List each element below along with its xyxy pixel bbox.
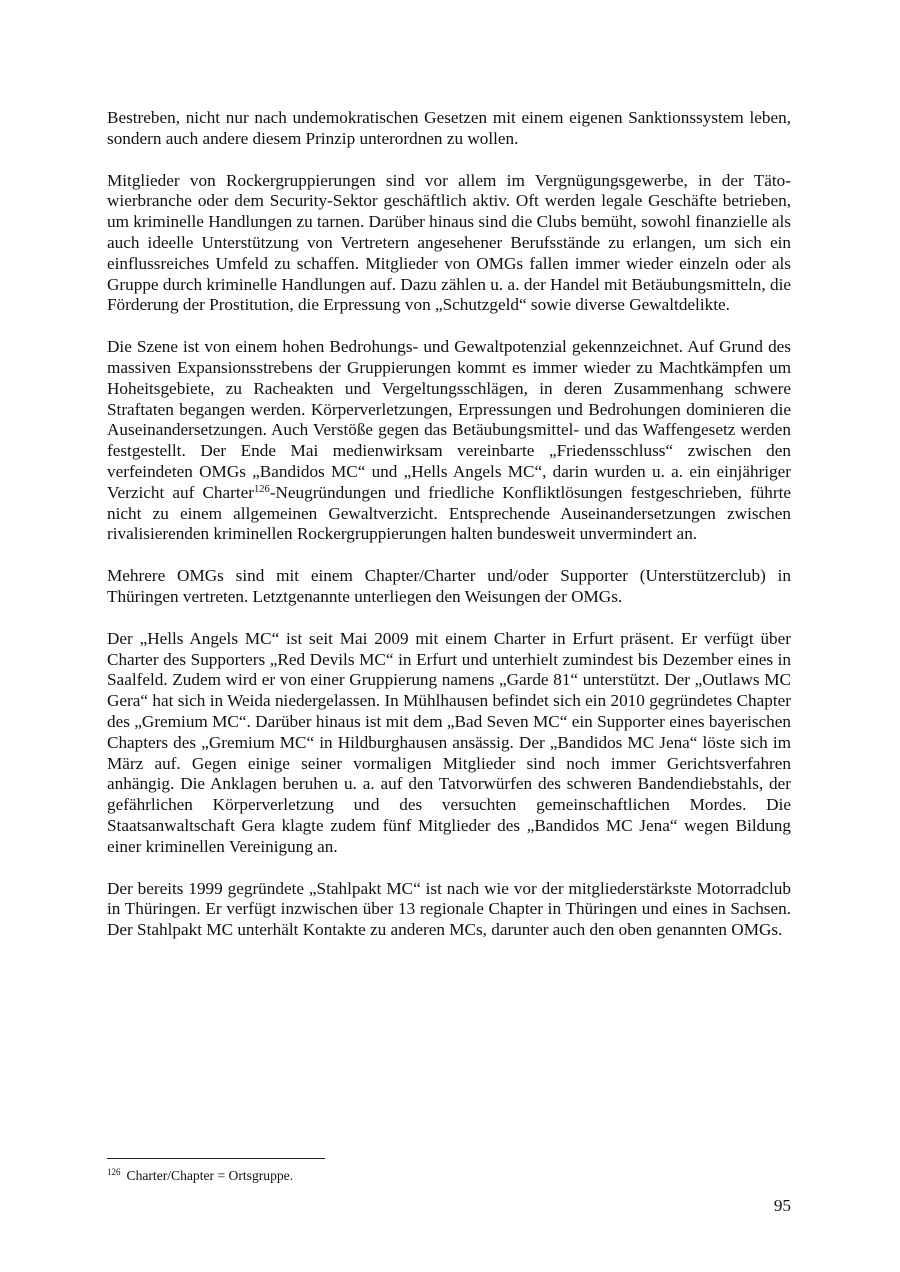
paragraph-3-text-end: -Neugründungen und friedliche Konfliktlösungen festgeschrieben, führte nicht zu einem allgemeinen Gewaltverzicht. Entsprechende Auseinandersetzungen zwischen rivalisierenden kriminellen Rockergruppierungen halten bundesweit unvermindert an. (107, 482, 791, 544)
paragraph-5: Der „Hells Angels MC“ ist seit Mai 2009 mit einem Charter in Erfurt präsent. Er verfügt über Charter des Supporters „Red Devils MC“ in Erfurt und unterhielt zumindest bis Dezember eines in Saalfeld. Zudem wird er von einer Gruppierung namens „Garde 81“ unterstützt. Der „Outlaws MC Gera“ hat sich in Weida niedergelassen. In Mühlhausen befindet sich ein 2010 gegründetes Chapter des „Gremium MC“. Darüber hinaus ist mit dem „Bad Seven MC“ ein Supporter eines bayerischen Chapters des „Gremium MC“ in Hildburghausen ansässig. Der „Bandidos MC Jena“ löste sich im März auf. Gegen einige seiner vormaligen Mitglieder sind noch immer Gerichtsverfahren anhängig. Die Anklagen beruhen u. a. auf den Tatvorwürfen des schweren Bandendiebstahls, der gefährlichen Körperverletzung und des versuchten gemeinschaftlichen Mordes. Die Staatsanwaltschaft Gera klagte zudem fünf Mitglieder des „Bandidos MC Jena“ wegen Bildung einer kriminellen Vereinigung an. (107, 628, 791, 856)
paragraph-6: Der bereits 1999 gegründete „Stahlpakt MC“ ist nach wie vor der mitgliederstärkste Motorradclub in Thüringen. Er verfügt inzwischen über 13 regionale Chapter in Thüringen und eines in Sachsen. Der Stahlpakt MC unterhält Kontakte zu anderen MCs, darunter auch den oben genannten OMGs. (107, 878, 791, 940)
paragraph-3 (107, 337, 791, 545)
footnote-number: 126 (107, 1167, 121, 1177)
body-text (107, 108, 791, 962)
page-number: 95 (773, 1196, 791, 1215)
paragraph-2: Mitglieder von Rockergruppierungen sind vor allem im Vergnügungsgewerbe, in der Tätowierbranche oder dem Security-Sektor geschäftlich aktiv. Oft werden legale Geschäfte betrieben, um kriminelle Handlungen zu tarnen. Darüber hinaus sind die Clubs bemüht, sowohl finanzielle als auch ideelle Unterstützung von Vertretern angesehener Berufsstände zu erlangen, um sich ein einflussreiches Umfeld zu schaffen. Mitglieder von OMGs fallen immer wieder einzeln oder als Gruppe durch kriminelle Handlungen auf. Dazu zählen u. a. der Handel mit Betäubungsmitteln, die Förderung der Prostitution, die Erpressung von „Schutzgeld“ sowie diverse Gewaltdelikte. (107, 170, 792, 315)
footnote-text: Charter/Chapter = Ortsgruppe. (126, 1168, 294, 1183)
footnote-reference[interactable]: 126 (254, 483, 270, 495)
footnote-divider (107, 1158, 325, 1159)
footnote (107, 1167, 791, 1184)
paragraph-4: Mehrere OMGs sind mit einem Chapter/Charter und/oder Supporter (Unterstützerclub) in Thüringen vertreten. Letztgenannte unterliegen den Weisungen der OMGs. (107, 566, 791, 606)
paragraph-3-text-start: Die Szene ist von einem hohen Bedrohungs- und Gewaltpotenzial gekennzeichnet. Auf Grund des massiven Expansionsstrebens der Gruppierungen kommt es immer wieder zu Machtkämpfen um Hoheitsgebiete, zu Racheakten und Vergeltungsschlägen, in deren Zusammenhang schwere Straftaten begangen werden. Körperverletzungen, Erpressungen und Bedrohungen dominieren die Auseinandersetzungen. Auch Verstöße gegen das Betäubungsmittel- und das Waffengesetz werden festgestellt. Der Ende Mai medienwirksam vereinbarte „Friedensschluss“ zwischen den verfeindeten OMGs „Bandidos MC“ und „Hells Angels MC“, darin wurden u. a. ein einjähriger Verzicht auf Charter (107, 337, 791, 502)
paragraph-1: Bestreben, nicht nur nach undemokratischen Gesetzen mit einem eigenen Sanktionssystem leben, sondern auch andere diesem Prinzip unterordnen zu wollen. (107, 108, 791, 148)
